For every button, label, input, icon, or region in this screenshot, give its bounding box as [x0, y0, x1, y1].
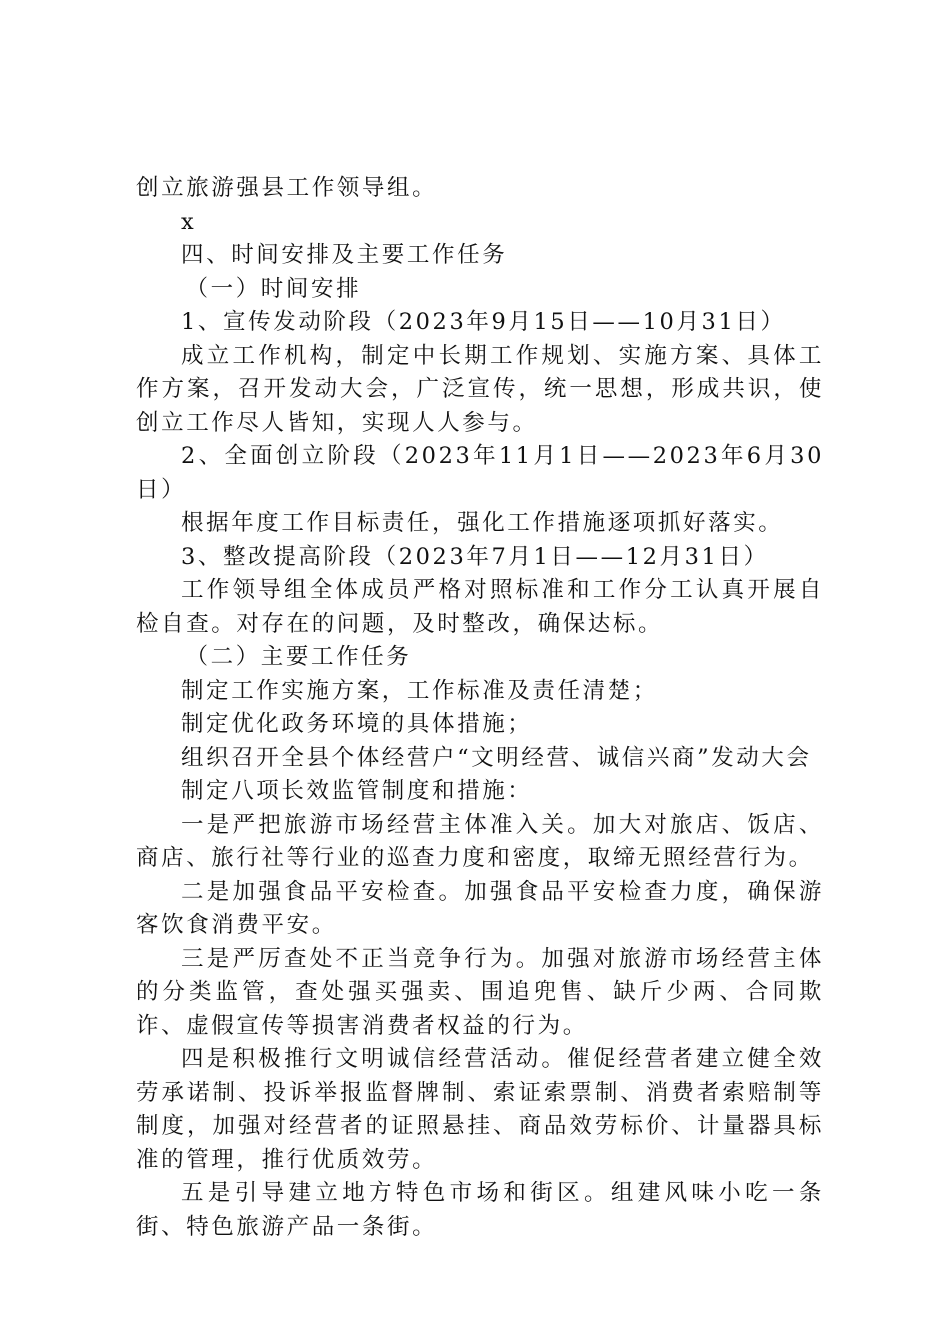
paragraph-full-creation-detail: 根据年度工作目标责任，强化工作措施逐项抓好落实。 [181, 510, 784, 536]
measure-item: 四是积极推行文明诚信经营活动。催促经营者建立健全效劳承诺制、投诉举报监督牌制、索证索票制、消费者索赔制等制度，加强对经营者的证照悬挂、商品效劳标价、计量器具标准的管理，推行优质效劳。 [136, 1046, 824, 1173]
phase-heading-rectification: 3、整改提高阶段（2023年7月1日——12月31日） [181, 543, 769, 570]
document-body [136, 172, 824, 1244]
measure-item: 二是加强食品平安检查。加强食品平安检查力度，确保游客饮食消费平安。 [136, 878, 824, 938]
subsection-heading-schedule: （一）时间安排 [185, 275, 362, 302]
measure-item: 五是引导建立地方特色市场和街区。组建风味小吃一条街、特色旅游产品一条街。 [136, 1180, 824, 1240]
section-heading-schedule-tasks: 四、时间安排及主要工作任务 [181, 242, 508, 268]
task-item: 制定八项长效监管制度和措施： [181, 778, 533, 804]
task-item: 制定工作实施方案，工作标准及责任清楚； [181, 677, 658, 704]
measure-item: 一是严把旅游市场经营主体准入关。加大对旅店、饭店、商店、旅行社等行业的巡查力度和密度，取缔无照经营行为。 [136, 811, 824, 871]
task-item: 制定优化政务环境的具体措施； [181, 711, 533, 737]
paragraph-leading-line: 创立旅游强县工作领导组。 [136, 175, 438, 201]
paragraph-stray-mark: x [181, 208, 197, 235]
measure-item: 三是严厉查处不正当竞争行为。加强对旅游市场经营主体的分类监管，查处强买强卖、围追兜售、缺斤少两、合同欺诈、虚假宣传等损害消费者权益的行为。 [136, 945, 824, 1039]
phase-heading-full-creation: 2、全面创立阶段（2023年11月1日——2023年6月30日） [136, 443, 824, 503]
paragraph-publicity-detail: 成立工作机构，制定中长期工作规划、实施方案、具体工作方案，召开发动大会，广泛宣传，统一思想，形成共识，使创立工作尽人皆知，实现人人参与。 [136, 342, 824, 436]
subsection-heading-main-tasks: （二）主要工作任务 [185, 644, 412, 670]
task-item: 组织召开全县个体经营户“文明经营、诚信兴商”发动大会 [181, 744, 812, 771]
phase-heading-publicity: 1、宣传发动阶段（2023年9月15日——10月31日） [181, 309, 786, 335]
paragraph-rectification-detail: 工作领导组全体成员严格对照标准和工作分工认真开展自检自查。对存在的问题，及时整改，确保达标。 [136, 577, 824, 637]
